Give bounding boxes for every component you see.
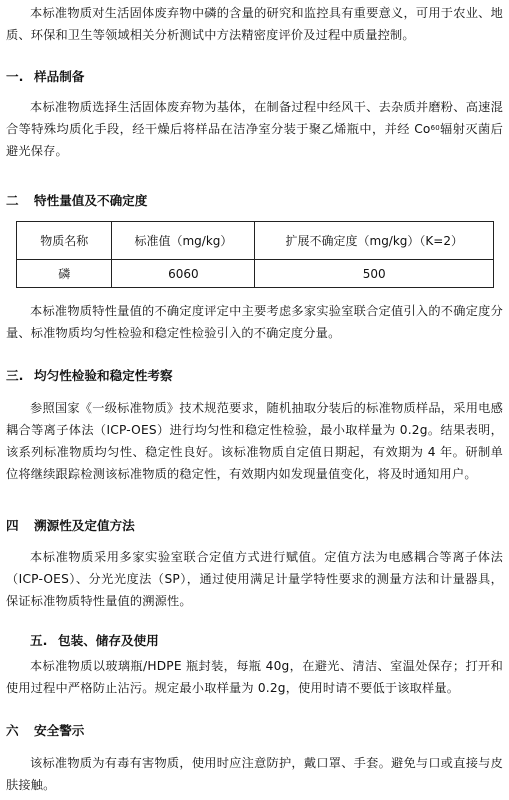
section-6-paragraph: 该标准物质为有毒有害物质，使用时应注意防护，戴口罩、手套。避免与口或直接与皮肤接触。	[6, 756, 503, 792]
section-1-number: 一.	[6, 69, 24, 84]
section-5-heading	[30, 630, 159, 649]
table-header-row	[17, 222, 494, 260]
intro-paragraph: 本标准物质对生活固体废弃物中磷的含量的研究和监控具有重要意义，可用于农业、地质、环保和卫生等领域相关分析测试中方法精密度评价及过程中质量控制。	[6, 6, 503, 42]
section-2-title: 特性量值及不确定度	[34, 193, 148, 208]
section-1-heading	[6, 66, 84, 85]
section-1-body: 本标准物质选择生活固体废弃物为基体，在制备过程中经风干、去杂质并磨粉、高速混合等特殊均质化手段，经干燥后将样品在洁净室分装于聚乙烯瓶中，并经 Co	[6, 100, 503, 136]
section-3-heading	[6, 365, 173, 384]
cell-uncertainty: 500	[255, 260, 494, 288]
section-6-heading	[6, 720, 84, 739]
section-5-paragraph: 本标准物质以玻璃瓶/HDPE 瓶封装，每瓶 40g，在避光、清洁、室温处保存；打开和使用过程中严格防止沾污。规定最小取样量为 0.2g，使用时请不要低于该取样量。	[6, 659, 503, 695]
property-value-table	[16, 221, 494, 288]
section-1-title: 样品制备	[34, 69, 85, 84]
section-3-number: 三.	[6, 368, 24, 383]
cobalt-isotope-superscript: 60	[430, 124, 440, 132]
section-1-paragraph	[6, 96, 503, 162]
uncertainty-note: 本标准物质特性量值的不确定度评定中主要考虑多家实验室联合定值引入的不确定度分量、标准物质均匀性检验和稳定性检验引入的不确定度分量。	[6, 304, 503, 340]
section-5-title: 包装、储存及使用	[58, 633, 159, 648]
cell-standard-value: 6060	[112, 260, 255, 288]
section-2-heading	[6, 190, 147, 209]
section-1-body-end: 辐射灭菌后避光保存。	[6, 122, 503, 158]
section-4-number: 四	[6, 518, 19, 533]
section-5-number: 五.	[30, 633, 48, 648]
section-6-number: 六	[6, 723, 19, 738]
table-row	[17, 260, 494, 288]
header-expanded-uncertainty: 扩展不确定度（mg/kg）（K=2）	[255, 222, 494, 260]
section-4-heading	[6, 515, 135, 534]
cell-substance: 磷	[17, 260, 112, 288]
section-2-number: 二	[6, 193, 19, 208]
header-substance-name: 物质名称	[17, 222, 112, 260]
section-3-title: 均匀性检验和稳定性考察	[34, 368, 173, 383]
section-4-title: 溯源性及定值方法	[34, 518, 135, 533]
section-3-paragraph: 参照国家《一级标准物质》技术规范要求，随机抽取分装后的标准物质样品，采用电感耦合等离子体法（ICP-OES）进行均匀性和稳定性检验，最小取样量为 0.2g。结果表明，该系列标准物质均匀性、稳定性良好。该标准物质自定值日期起，有效期为 4 年。研制单位将继续跟踪检测该标准物质的稳定性，有效期内如发现量值变化，将及时通知用户。	[6, 401, 503, 481]
section-4-paragraph: 本标准物质采用多家实验室联合定值方式进行赋值。定值方法为电感耦合等离子体法（ICP-OES）、分光光度法（SP），通过使用满足计量学特性要求的测量方法和计量器具，保证标准物质特性量值的溯源性。	[6, 550, 503, 608]
header-standard-value: 标准值（mg/kg）	[112, 222, 255, 260]
section-6-title: 安全警示	[34, 723, 85, 738]
